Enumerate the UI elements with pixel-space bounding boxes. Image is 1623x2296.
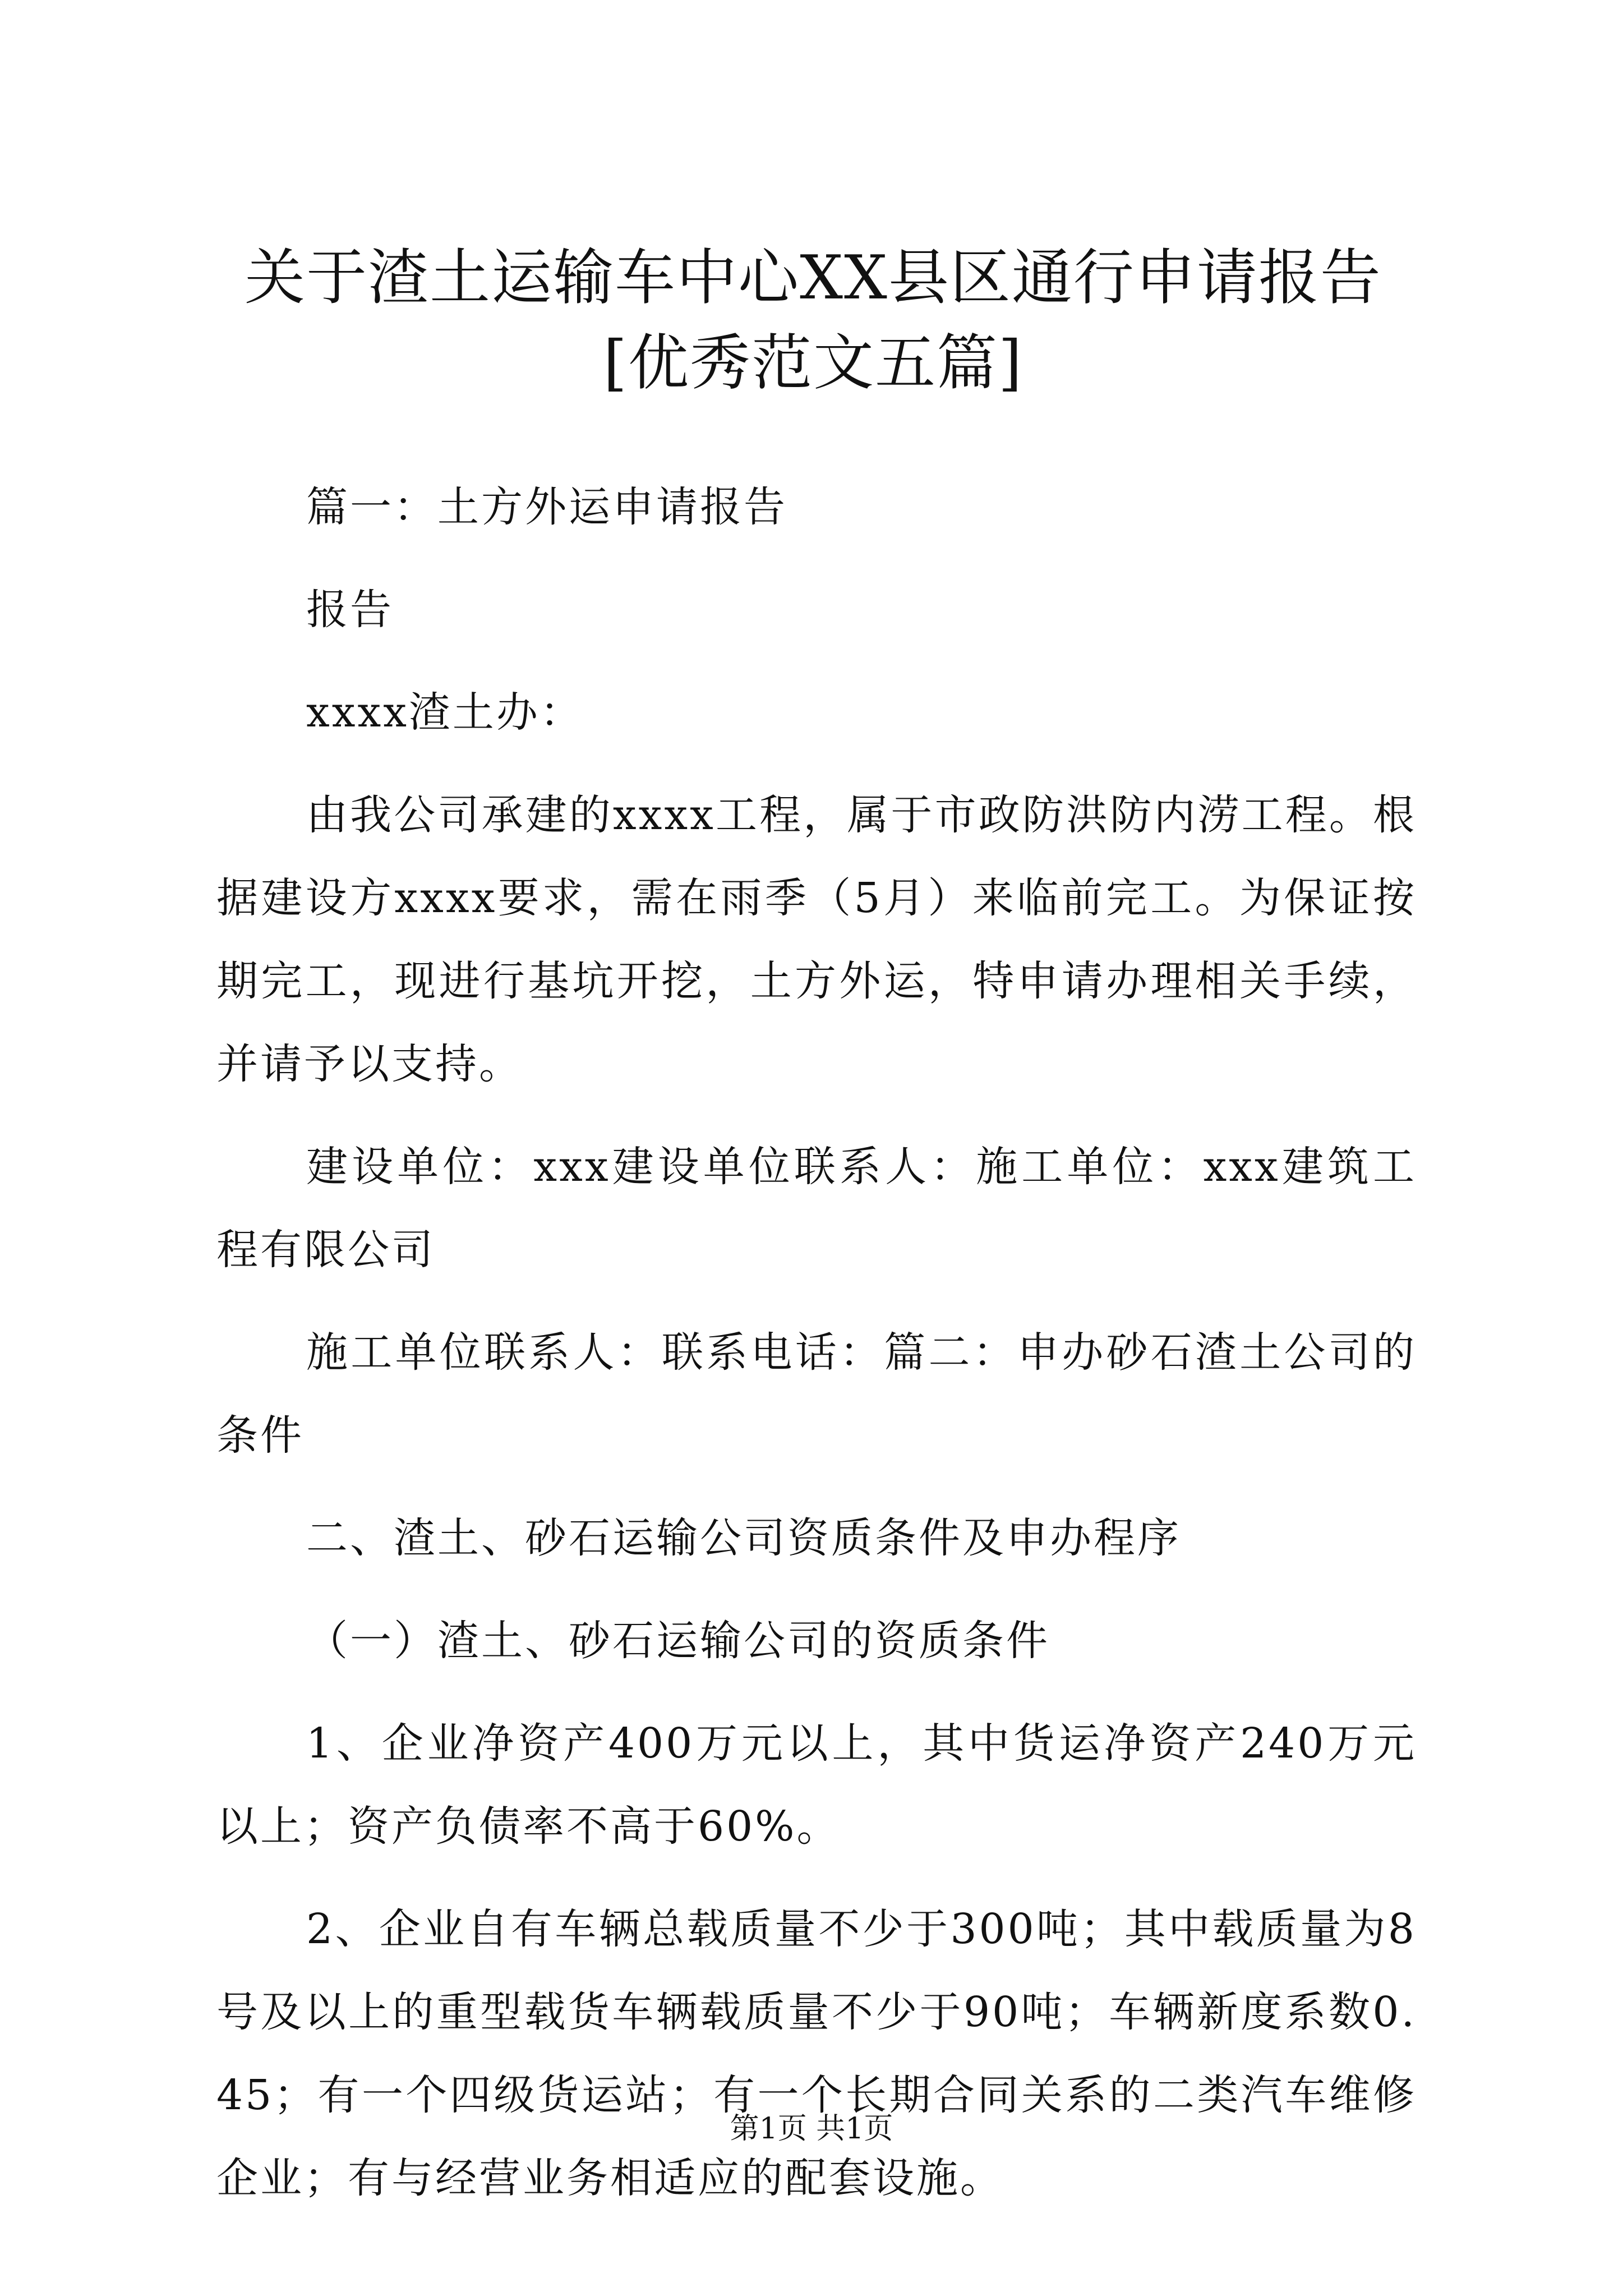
- document-body: [216, 466, 1417, 2239]
- paragraph-units: 建设单位：xxx建设单位联系人：施工单位：xxx建筑工程有限公司: [216, 1143, 1417, 1274]
- paragraph-report-label: 报告: [306, 586, 394, 634]
- paragraph-item-1: 1、企业净资产400万元以上，其中货运净资产240万元以上；资产负债率不高于60%。: [216, 1719, 1417, 1851]
- page-footer: 第1页 共1页: [730, 2112, 893, 2146]
- paragraph-section-heading: 篇一：土方外运申请报告: [306, 483, 787, 531]
- paragraph-contacts: 施工单位联系人：联系电话：篇二：申办砂石渣土公司的条件: [216, 1328, 1417, 1460]
- paragraph-request-body: 由我公司承建的xxxx工程，属于市政防洪防内涝工程。根据建设方xxxx要求，需在雨季（5月）来临前完工。为保证按期完工，现进行基坑开挖，土方外运，特申请办理相关手续，并请予以支持。: [216, 791, 1417, 1088]
- document-title: 关于渣土运输车中心XX县区通行申请报告[优秀范文五篇]: [245, 243, 1382, 398]
- paragraph-section-two-heading: 二、渣土、砂石运输公司资质条件及申办程序: [306, 1514, 1181, 1562]
- paragraph-addressee: xxxx渣土办：: [306, 688, 584, 737]
- paragraph-subheading: （一）渣土、砂石运输公司的资质条件: [306, 1617, 1050, 1665]
- paragraph-item-2: 2、企业自有车辆总载质量不少于300吨；其中载质量为8号及以上的重型载货车辆载质量不少于90吨；车辆新度系数0.45；有一个四级货运站；有一个长期合同关系的二类汽车维修企业；有与经营业务相适应的配套设施。: [216, 1905, 1417, 2202]
